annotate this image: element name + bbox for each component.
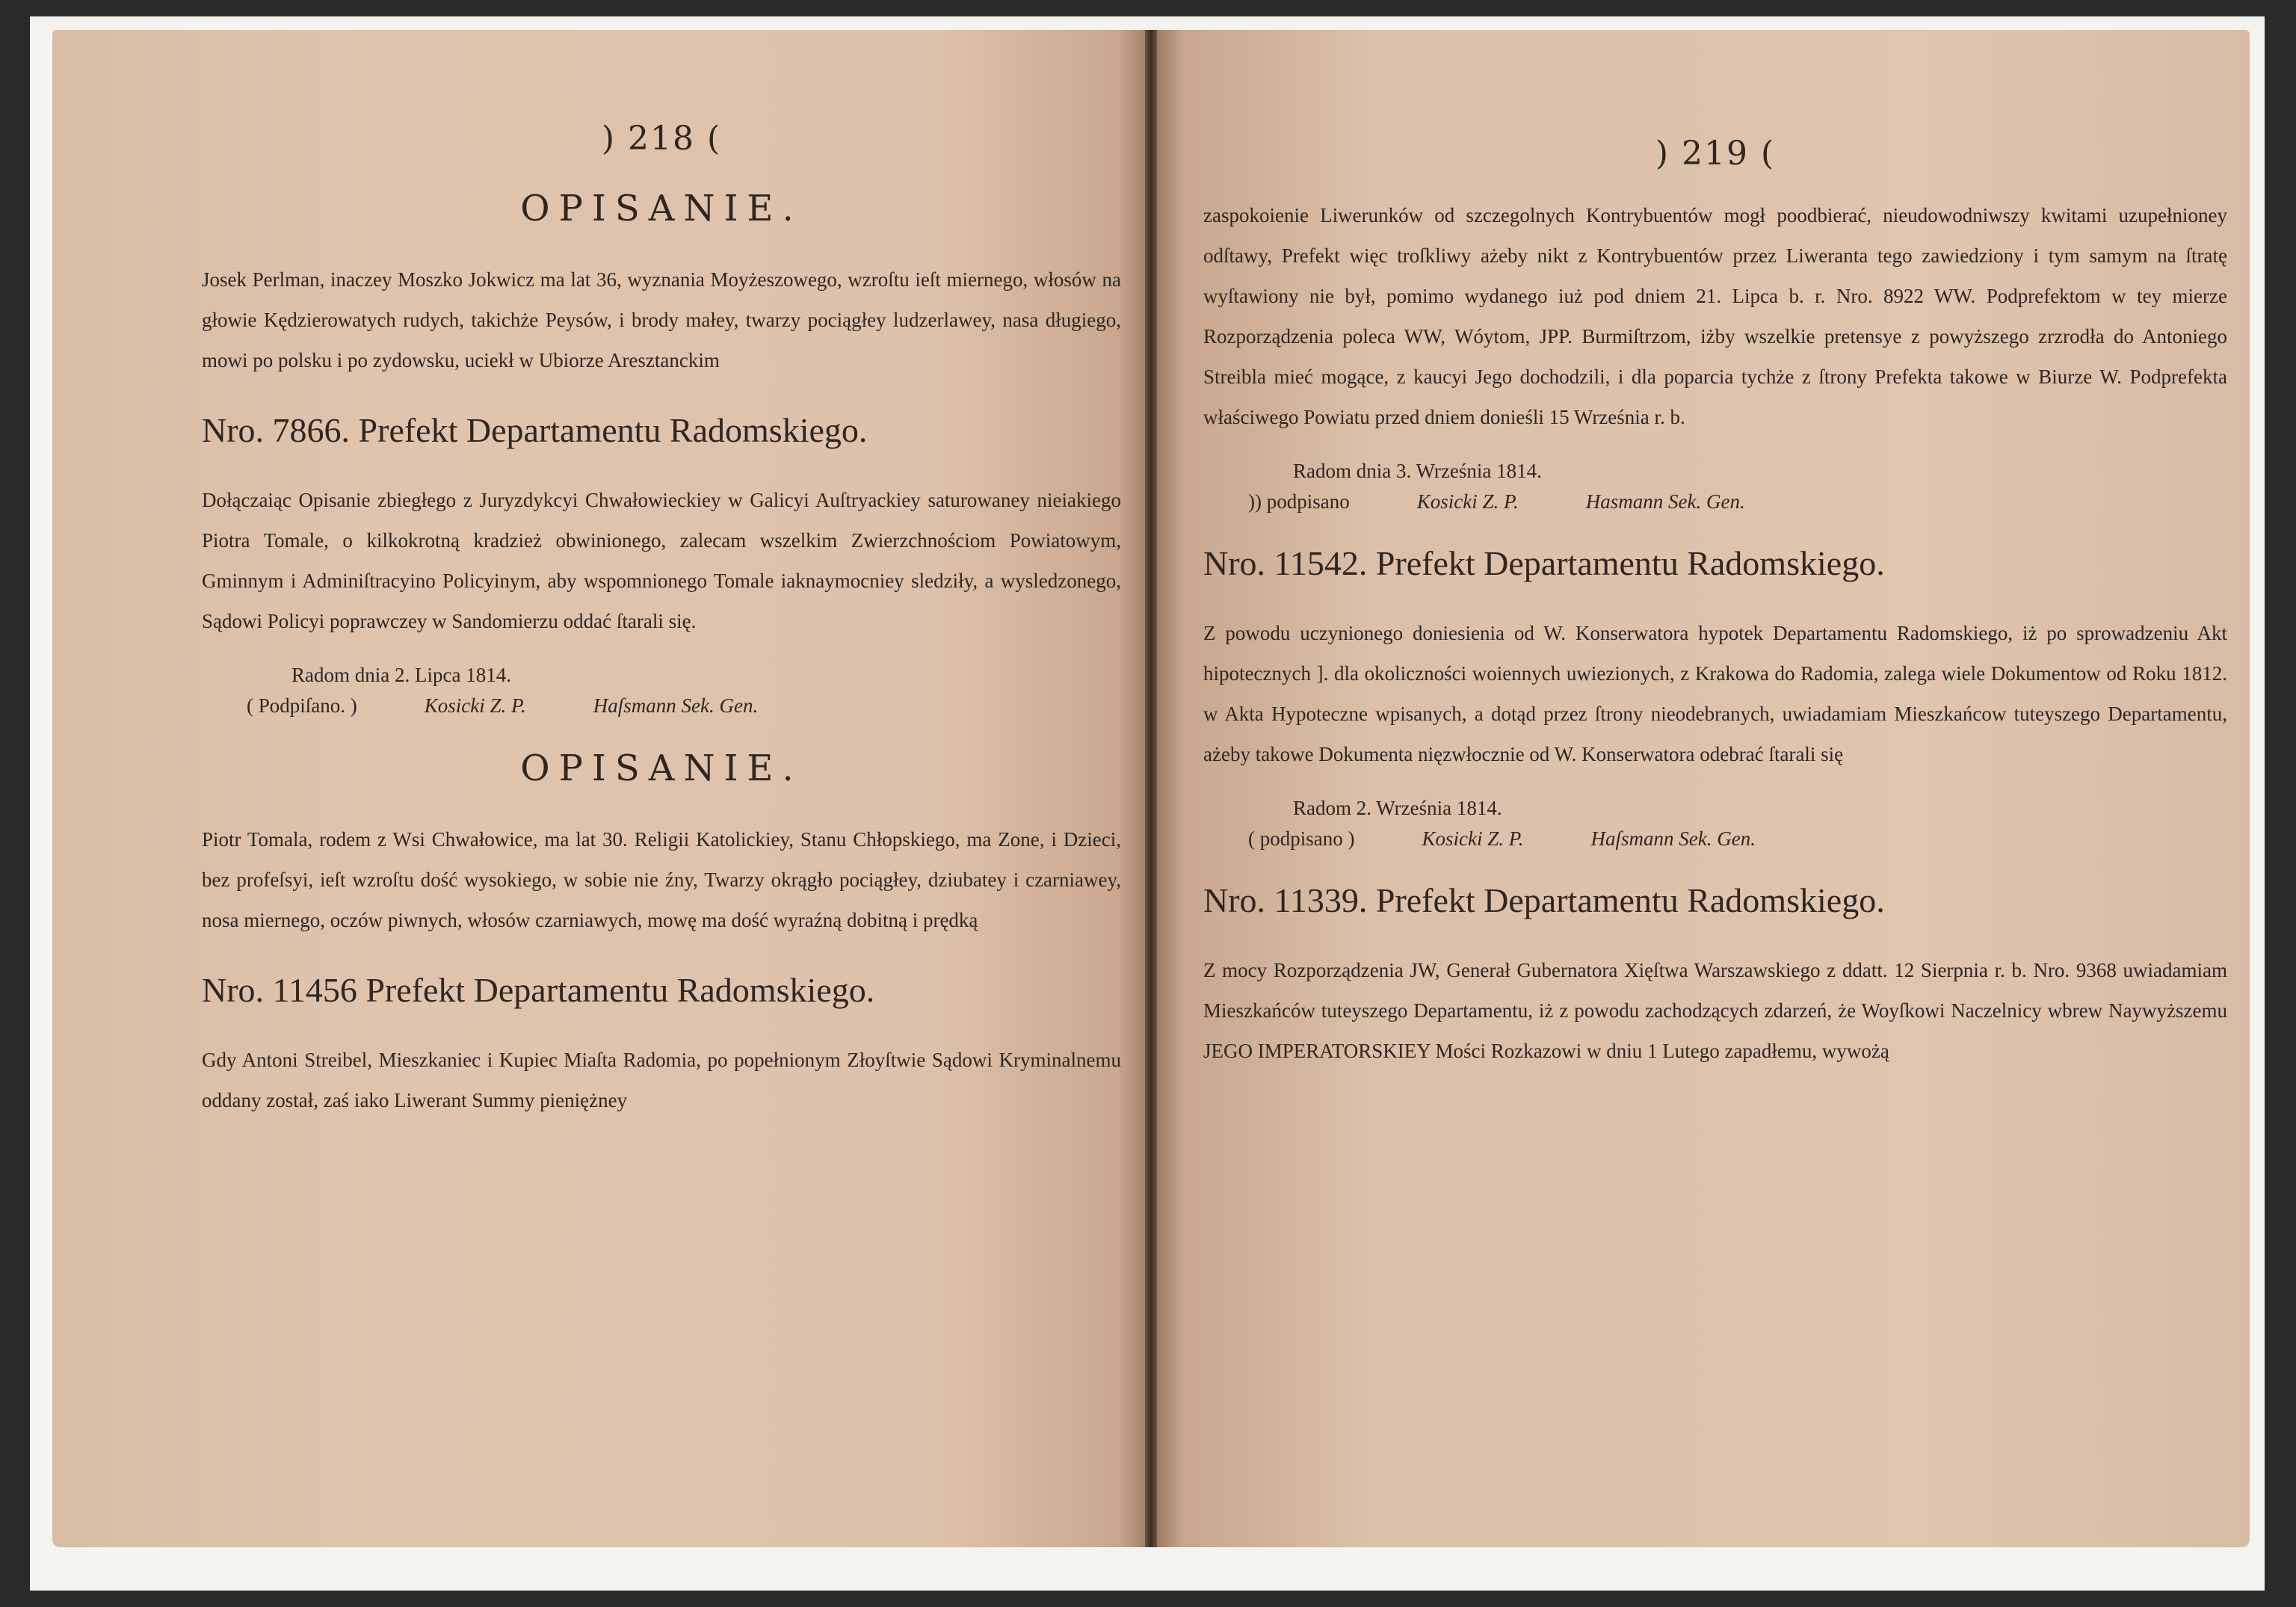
date-line-3: Radom 2. Września 1814.	[1293, 797, 1502, 819]
signatory-secretary: Haſsmann Sek. Gen.	[593, 694, 759, 717]
heading-opisanie-2: OPISANIE.	[520, 747, 803, 789]
decree-heading-11339: Nro. 11339. Prefekt Departamentu Radomskiego.	[1203, 881, 1885, 919]
right-page	[1151, 30, 2250, 1547]
decree-heading-11456: Nro. 11456 Prefekt Departamentu Radomskiego.	[202, 971, 875, 1009]
signature-line-3	[1248, 827, 2227, 851]
page-number-left: ) 218 (	[601, 120, 722, 158]
left-page	[52, 30, 1151, 1547]
signatory-secretary: Haſsmann Sek. Gen.	[1590, 827, 1756, 850]
signature-line-1	[247, 694, 1121, 718]
signed-label: ( Podpiſano. )	[247, 694, 357, 717]
paragraph-decree-7866: Dołączaiąc Opisanie zbiegłego z Juryzdykcyi Chwałowieckiey w Galicyi Auſtryackiey saturowaney nieiakiego Piotra Tomale, o kilkokrotną kradzież obwinionego, zalecam wszelkim Zwierzchnościom Powiatowym, Gminnym i Adminiſtracyino Policyinym, aby wspomnionego Tomale iaknaymocniey sledziły, a wysledzonego, Sądowi Policyi poprawczey w Sandomierzu oddać ſtarali się.	[202, 489, 1121, 632]
signatory-secretary: Hasmann Sek. Gen.	[1585, 490, 1745, 513]
paragraph-decree-11456-cont: zaspokoienie Liwerunków od szczegolnych Kontrybuentów mogł poodbierać, nieudowodniwszy kwitami uzupełnioney odſtawy, Prefekt więc troſkliwy ażeby nikt z Kontrybuentów przez Liweranta tego zawiedziony i tym samym na ſtratę wyſtawiony nie był, pomimo wydanego iuż pod dniem 21. Lipca b. r. Nro. 8922 WW. Podprefektom w tey mierze Rozporządzenia poleca WW, Wóytom, JPP. Burmiſtrzom, iżby wszelkie pretensye z powyższego zrzrodła do Antoniego Streibla mieć mogące, z kaucyi Jego dochodzili, i dla poparcia tychże z ſtrony Prefekta takowe w Biurze W. Podprefekta właściwego Powiatu przed dniem donieśli 15 Września r. b.	[1203, 204, 2227, 428]
book-gutter	[1145, 30, 1157, 1547]
signed-label: )) podpisano	[1248, 490, 1350, 513]
signed-label: ( podpisano )	[1248, 827, 1355, 850]
signatory-prefect: Kosicki Z. P.	[1416, 490, 1519, 513]
decree-heading-11542: Nro. 11542. Prefekt Departamentu Radomskiego.	[1203, 544, 1885, 582]
signatory-prefect: Kosicki Z. P.	[1422, 827, 1524, 850]
date-line-1: Radom dnia 2. Lipca 1814.	[291, 664, 511, 686]
book-spread	[52, 30, 2250, 1547]
paragraph-decree-11456: Gdy Antoni Streibel, Mieszkaniec i Kupiec Miaſta Radomia, po popełnionym Złoyſtwie Sądowi Kryminalnemu oddany został, zaś iako Liwerant Summy pieniężney	[202, 1049, 1121, 1111]
paragraph-decree-11542: Z powodu uczynionego doniesienia od W. Konserwatora hypotek Departamentu Radomskiego, iż po sprowadzeniu Akt hipotecznych ]. dla okoliczności woiennych uwiezionych, z Krakowa do Radomia, zalega wiele Dokumentow od Roku 1812. w Akta Hypoteczne wpisanych, a dotąd przez ſtrony nieodebranych, uwiadamiam Mieszkańcow tuteyszego Departamentu, ażeby takowe Dokumenta nięzwłocznie od W. Konserwatora odebrać ſtarali się	[1203, 622, 2227, 765]
date-line-2: Radom dnia 3. Września 1814.	[1293, 460, 1542, 482]
paragraph-decree-11339: Z mocy Rozporządzenia JW, Generał Gubernatora Xięſtwa Warszawskiego z ddatt. 12 Sierpnia r. b. Nro. 9368 uwiadamiam Mieszkańców tuteyszego Departamentu, iż z powodu zachodzących zdarzeń, że Woyſkowi Naczelnicy wbrew Naywyższemu JEGO IMPERATORSKIEY Mości Rozkazowi w dniu 1 Lutego zapadłemu, wywożą	[1203, 959, 2227, 1062]
decree-heading-7866: Nro. 7866. Prefekt Departamentu Radomskiego.	[202, 411, 868, 449]
signatory-prefect: Kosicki Z. P.	[424, 694, 526, 717]
page-number-right: ) 219 (	[1655, 135, 1776, 173]
signature-line-2	[1248, 490, 2227, 513]
paragraph-description-perlman: Josek Perlman, inaczey Moszko Jokwicz ma lat 36, wyznania Moyżeszowego, wzroſtu ieſt miernego, włosów na głowie Kędzierowatych rudych, takichże Peysów, i brody małey, twarzy pociągłey ludzerlawey, nasa długiego, mowi po polsku i po zydowsku, uciekł w Ubiorze Aresztanckim	[202, 268, 1121, 371]
heading-opisanie-1: OPISANIE.	[520, 188, 803, 229]
paragraph-description-tomala: Piotr Tomala, rodem z Wsi Chwałowice, ma lat 30. Religii Katolickiey, Stanu Chłopskiego, ma Zone, i Dzieci, bez profeſsyi, ieſt wzroſtu dość wysokiego, w sobie nie źny, Twarzy okrągło pociągłey, dziubatey i czarniawey, nosa miernego, oczów piwnych, włosów czarniawych, mowę ma dość wyraźną dobitną i prędką	[202, 828, 1121, 931]
